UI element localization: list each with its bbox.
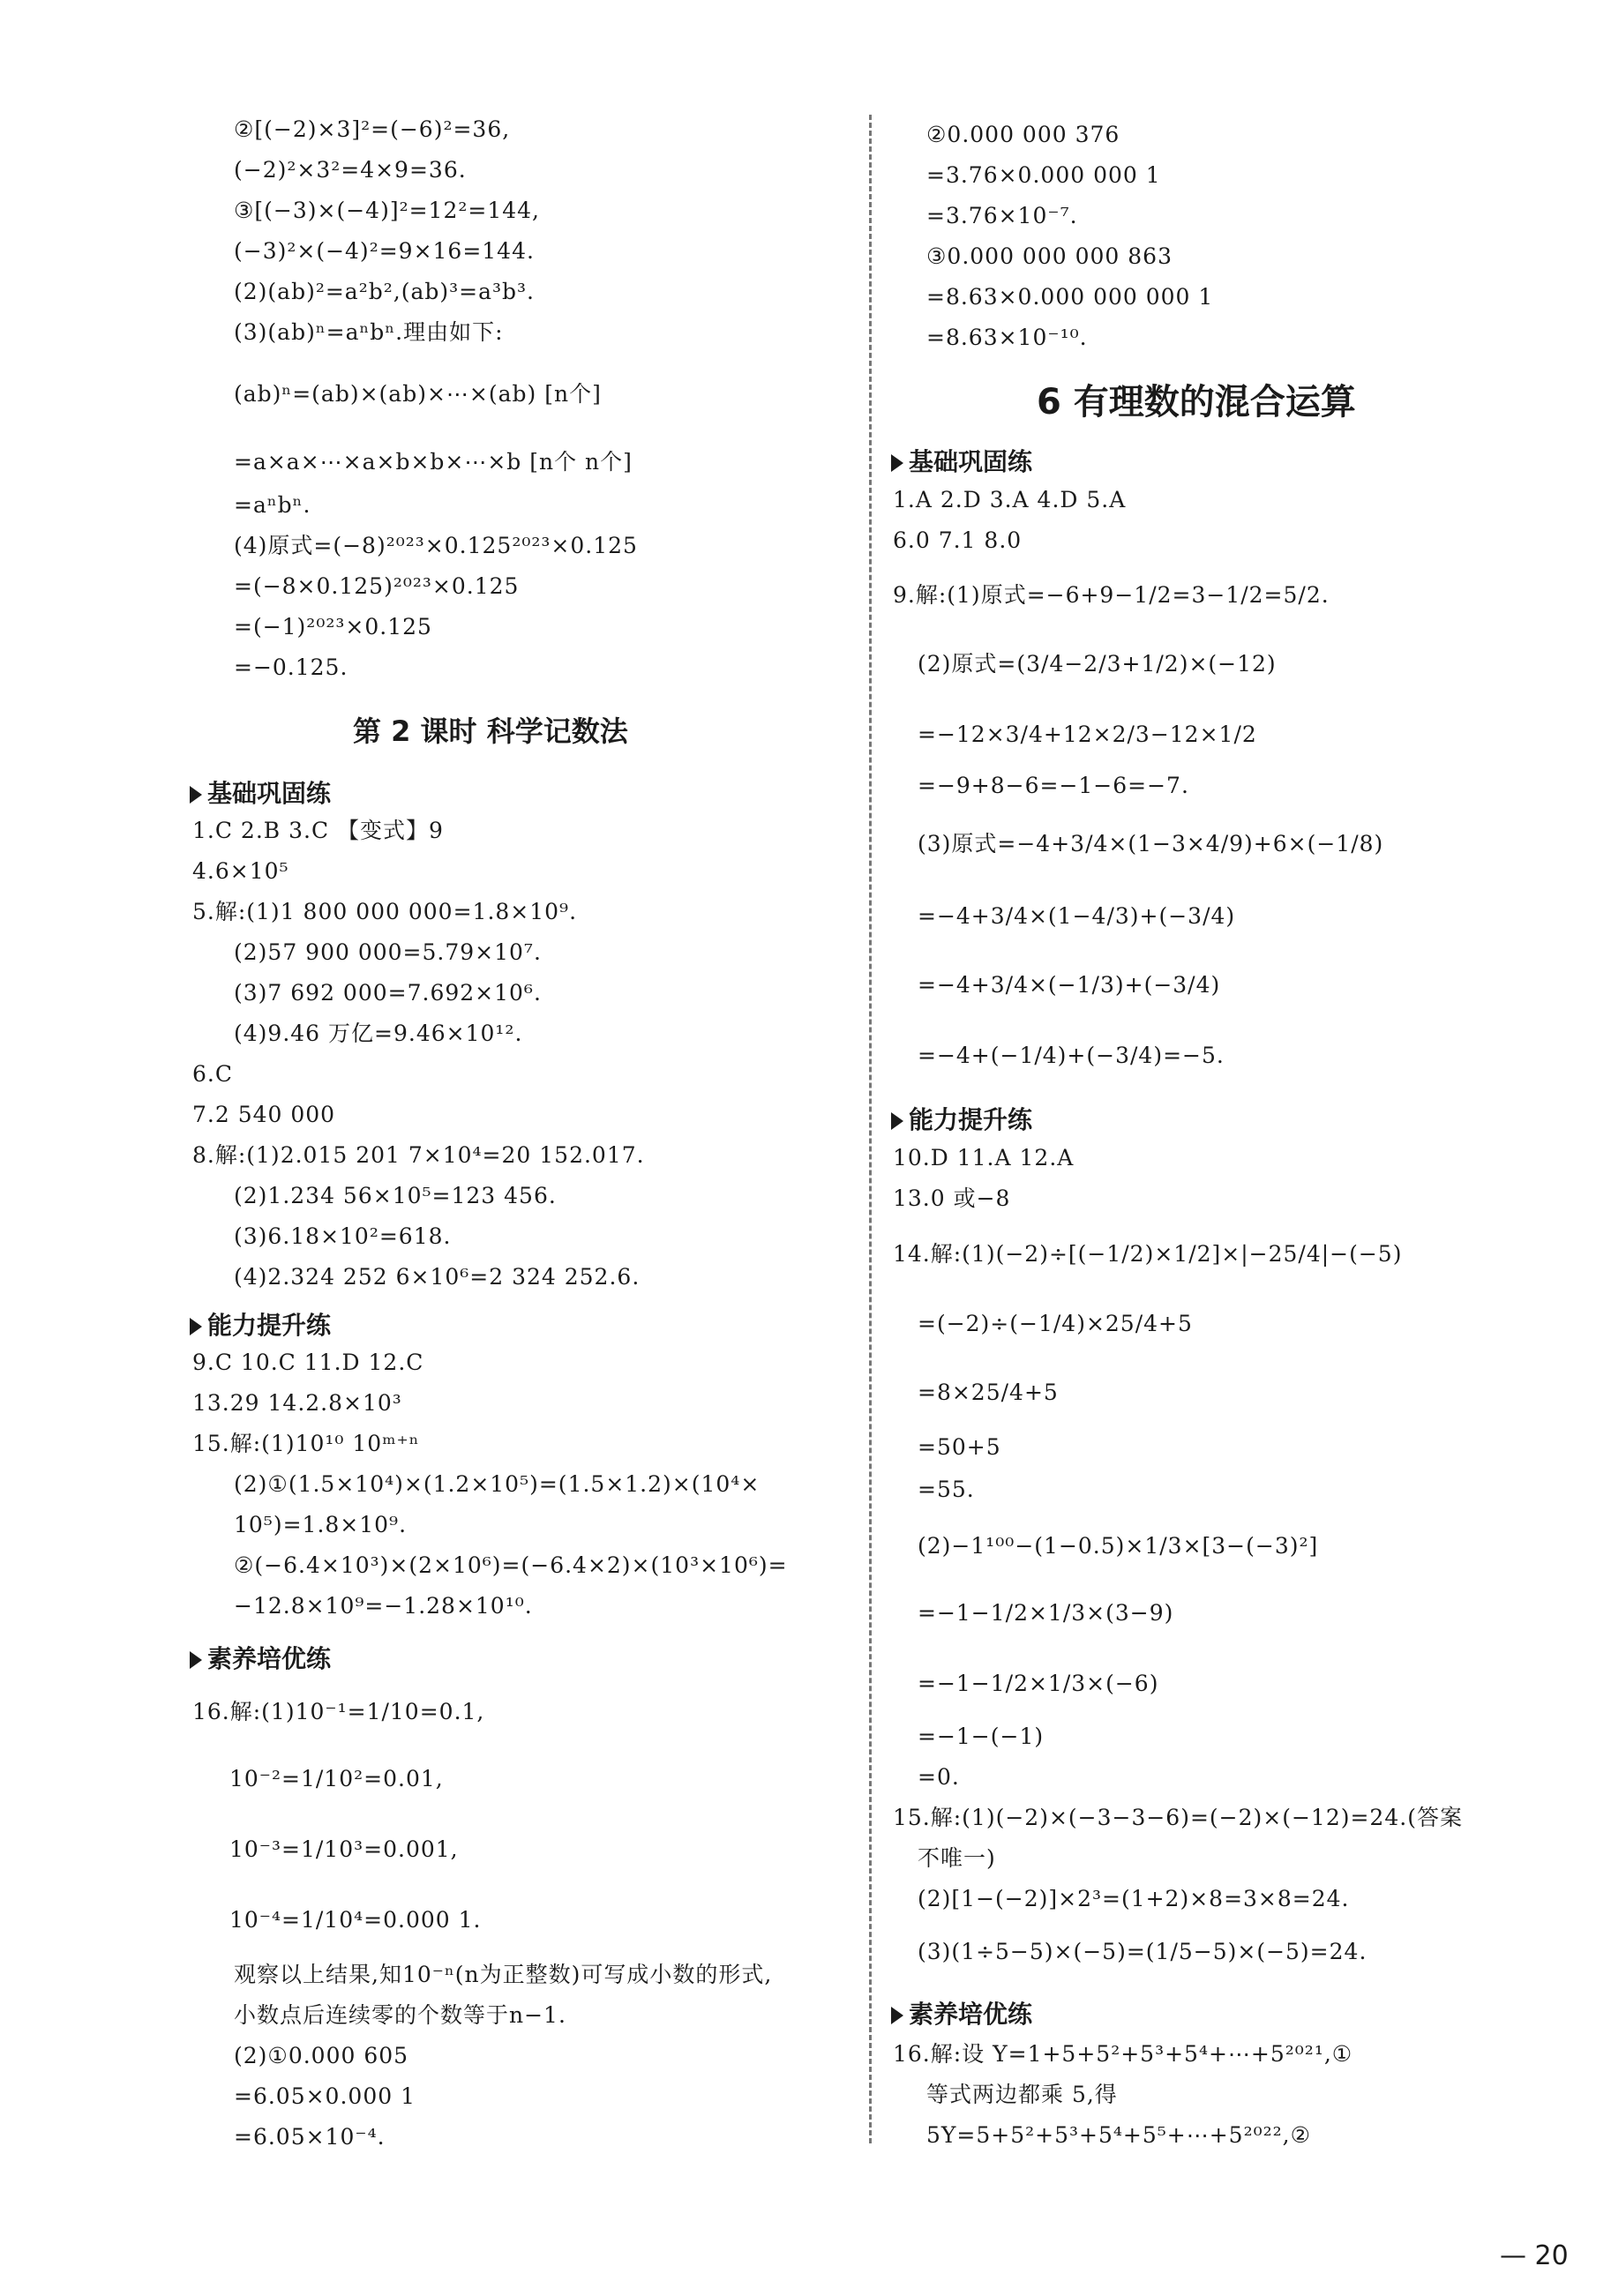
text-line: =−4+(−1/4)+(−3/4)=−5. (918, 1043, 1225, 1068)
text-line: (4)2.324 252 6×10⁶=2 324 252.6. (234, 1264, 641, 1290)
text-line: =(−2)÷(−1/4)×25/4+5 (918, 1311, 1193, 1336)
text-line: =8×25/4+5 (918, 1380, 1059, 1405)
text-line: =6.05×0.000 1 (234, 2083, 416, 2109)
text-line: =8.63×10⁻¹⁰. (926, 325, 1088, 350)
text-line: =3.76×10⁻⁷. (926, 203, 1078, 228)
text-line: (−2)²×3²=4×9=36. (234, 157, 467, 183)
text-line: 小数点后连续零的个数等于n−1. (234, 2002, 566, 2028)
text-line: =aⁿbⁿ. (234, 492, 311, 518)
text-line: 16.解:设 Y=1+5+5²+5³+5⁴+⋯+5²⁰²¹,① (893, 2041, 1353, 2067)
text-line: 6.C (192, 1061, 233, 1087)
text-line: ②0.000 000 376 (926, 122, 1120, 147)
text-line: 9.解:(1)原式=−6+9−1/2=3−1/2=5/2. (893, 582, 1330, 608)
text-line: (4)原式=(−8)²⁰²³×0.125²⁰²³×0.125 (234, 533, 638, 558)
text-line: 8.解:(1)2.015 201 7×10⁴=20 152.017. (192, 1142, 645, 1168)
text-line: 10⁻⁴=1/10⁴=0.000 1. (229, 1907, 482, 1933)
text-line: (ab)ⁿ=(ab)×(ab)×⋯×(ab) [n个] (234, 381, 602, 407)
text-line: (2)[1−(−2)]×2³=(1+2)×8=3×8=24. (918, 1886, 1350, 1911)
section-heading-label: 基础巩固练 (909, 447, 1033, 476)
text-line: 等式两边都乘 5,得 (926, 2082, 1118, 2107)
text-line: =−12×3/4+12×2/3−12×1/2 (918, 722, 1257, 747)
text-line: ②[(−2)×3]²=(−6)²=36, (234, 116, 511, 142)
section-heading-label: 素养培优练 (909, 2000, 1033, 2029)
text-line: (3)6.18×10²=618. (234, 1223, 452, 1249)
text-line: ③[(−3)×(−4)]²=12²=144, (234, 198, 540, 223)
text-line: 10⁵)=1.8×10⁹. (234, 1512, 408, 1537)
text-line: (3)(1÷5−5)×(−5)=(1/5−5)×(−5)=24. (918, 1939, 1367, 1964)
text-line: (4)9.46 万亿=9.46×10¹². (234, 1021, 523, 1046)
text-line: 9.C 10.C 11.D 12.C (192, 1350, 424, 1375)
section-heading-label: 能力提升练 (909, 1105, 1033, 1134)
text-line: 1.A 2.D 3.A 4.D 5.A (893, 487, 1127, 512)
text-line: =a×a×⋯×a×b×b×⋯×b [n个 n个] (234, 449, 633, 475)
text-line: 10.D 11.A 12.A (893, 1145, 1075, 1170)
text-line: 10⁻³=1/10³=0.001, (229, 1836, 459, 1862)
text-line: 16.解:(1)10⁻¹=1/10=0.1, (192, 1699, 485, 1724)
text-line: =3.76×0.000 000 1 (926, 162, 1161, 188)
chapter-title: 6 有理数的混合运算 (1037, 382, 1356, 423)
text-line: =(−1)²⁰²³×0.125 (234, 614, 432, 639)
triangle-icon (190, 1651, 202, 1669)
page-number: — 20 (1500, 2240, 1569, 2271)
section-heading-label: 能力提升练 (207, 1311, 332, 1340)
text-line: =−9+8−6=−1−6=−7. (918, 773, 1189, 798)
text-line: =55. (918, 1477, 975, 1502)
triangle-icon (891, 1112, 903, 1130)
section-heading-label: 素养培优练 (207, 1644, 332, 1673)
text-line: =50+5 (918, 1434, 1001, 1460)
text-line: 不唯一) (918, 1845, 996, 1871)
text-line: =−1−1/2×1/3×(−6) (918, 1671, 1159, 1696)
text-line: (2)①0.000 605 (234, 2043, 409, 2068)
text-line: =(−8×0.125)²⁰²³×0.125 (234, 573, 520, 599)
text-line: 观察以上结果,知10⁻ⁿ(n为正整数)可写成小数的形式, (234, 1962, 773, 1987)
section-heading (891, 443, 1032, 478)
text-line: −12.8×10⁹=−1.28×10¹⁰. (234, 1593, 533, 1619)
text-line: 4.6×10⁵ (192, 858, 289, 884)
section-heading (190, 774, 331, 810)
triangle-icon (190, 786, 202, 804)
text-line: =0. (918, 1764, 960, 1790)
text-line: 13.0 或−8 (893, 1185, 1011, 1211)
text-line: (2)原式=(3/4−2/3+1/2)×(−12) (918, 651, 1277, 677)
section-title: 第 2 课时 科学记数法 (353, 714, 628, 748)
section-heading-label: 基础巩固练 (207, 779, 332, 808)
section-heading (891, 1101, 1032, 1136)
section-heading (190, 1306, 331, 1342)
text-line: =−1−1/2×1/3×(3−9) (918, 1600, 1174, 1626)
text-line: 13.29 14.2.8×10³ (192, 1390, 402, 1416)
text-line: =8.63×0.000 000 000 1 (926, 284, 1214, 310)
text-line: (2)(ab)²=a²b²,(ab)³=a³b³. (234, 279, 535, 304)
triangle-icon (190, 1318, 202, 1335)
text-line: ③0.000 000 000 863 (926, 243, 1173, 269)
triangle-icon (891, 2007, 903, 2024)
text-line: ②(−6.4×10³)×(2×10⁶)=(−6.4×2)×(10³×10⁶)= (234, 1552, 788, 1578)
text-line: 15.解:(1)(−2)×(−3−3−6)=(−2)×(−12)=24.(答案 (893, 1805, 1463, 1830)
text-line: =−4+3/4×(1−4/3)+(−3/4) (918, 903, 1236, 929)
text-line: (2)1.234 56×10⁵=123 456. (234, 1183, 557, 1208)
text-line: (2)57 900 000=5.79×10⁷. (234, 939, 542, 965)
text-line: =6.05×10⁻⁴. (234, 2124, 386, 2150)
text-line: 1.C 2.B 3.C 【变式】9 (192, 818, 444, 843)
text-line: =−1−(−1) (918, 1724, 1045, 1749)
text-line: (2)−1¹⁰⁰−(1−0.5)×1/3×[3−(−3)²] (918, 1533, 1319, 1559)
section-heading (891, 1995, 1032, 2031)
text-line: 6.0 7.1 8.0 (893, 527, 1023, 553)
text-line: (3)7 692 000=7.692×10⁶. (234, 980, 542, 1006)
triangle-icon (891, 454, 903, 472)
text-line: (−3)²×(−4)²=9×16=144. (234, 238, 535, 264)
text-line: 10⁻²=1/10²=0.01, (229, 1766, 444, 1791)
section-heading (190, 1640, 331, 1675)
text-line: (3)原式=−4+3/4×(1−3×4/9)+6×(−1/8) (918, 831, 1384, 856)
text-line: (2)①(1.5×10⁴)×(1.2×10⁵)=(1.5×1.2)×(10⁴× (234, 1471, 761, 1497)
text-line: =−0.125. (234, 654, 348, 680)
text-line: 5Y=5+5²+5³+5⁴+5⁵+⋯+5²⁰²²,② (926, 2122, 1312, 2148)
text-line: =−4+3/4×(−1/3)+(−3/4) (918, 972, 1221, 998)
text-line: 7.2 540 000 (192, 1102, 336, 1127)
column-divider (869, 115, 872, 2143)
text-line: 5.解:(1)1 800 000 000=1.8×10⁹. (192, 899, 578, 924)
text-line: 14.解:(1)(−2)÷[(−1/2)×1/2]×|−25/4|−(−5) (893, 1241, 1403, 1267)
text-line: (3)(ab)ⁿ=aⁿbⁿ.理由如下: (234, 319, 504, 345)
text-line: 15.解:(1)10¹⁰ 10ᵐ⁺ⁿ (192, 1431, 420, 1456)
